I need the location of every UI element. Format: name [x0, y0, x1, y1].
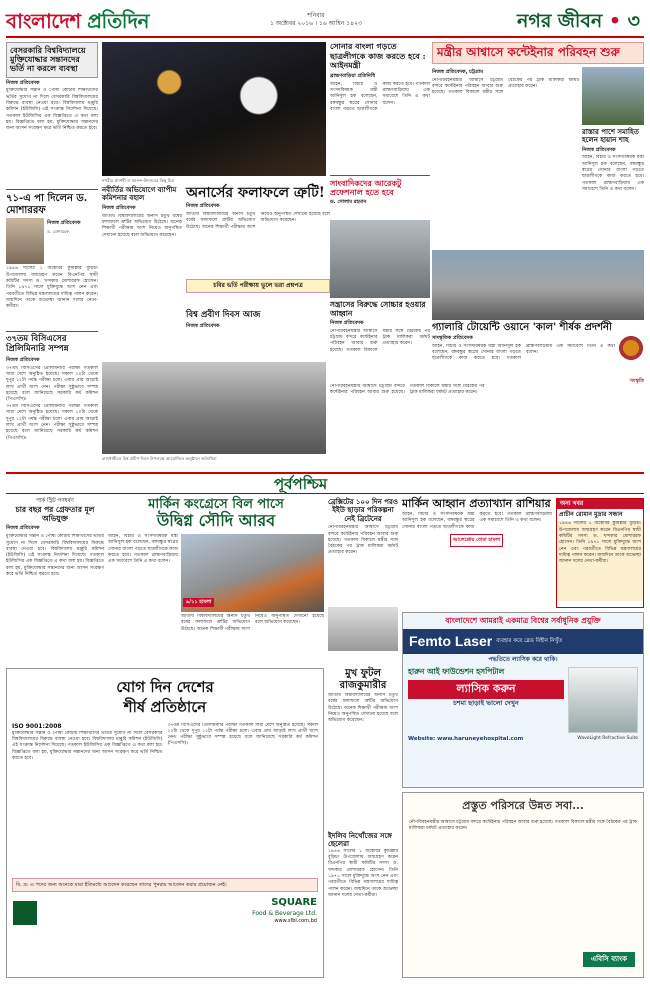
headline-noborti: নবীর্তির অভিযোগে ব্যাপীম কমিশনার বহাল: [102, 185, 177, 203]
story-mosharraf: [6, 193, 98, 328]
elderly-day-photo: [102, 362, 326, 454]
cta-subtext: চশমা ছাড়াই ভালো দেখুন: [453, 699, 519, 708]
story-body: আইন, বিচার ও সংসদবিষয়ক মন্ত্রী আনিসুল হক বলেছেন, বঙ্গবন্ধুর স্বপ্নের সোনার বাংলা গড়তে ছাত্রলীগকে কাজ করতে হবে। গতকাল ব্রাহ্মণবাড়িয়ায় এক সমাবেশে তিনি এ কথা বলেন।: [402, 512, 552, 530]
headline-sontrash: সন্ত্রাসের বিরুদ্ধে সোচ্চার হওয়ার আহ্বান: [330, 300, 426, 318]
story-body: নৌপরিবহনমন্ত্রীর আশ্বাসে চট্টগ্রাম বন্দরে কন্টেইনার পরিবহন আবার শুরু হয়েছে। গতকাল বিকালে মন্ত্রীর সঙ্গে বৈঠকের পর ট্রাক মালিকরা ধর্মঘট প্রত্যাহার করেন।: [432, 77, 579, 96]
divider: [330, 175, 430, 176]
headline-us-congress-2: উদ্বিগ্ন সৌদি আরব: [156, 511, 276, 531]
festival-photo: [102, 42, 326, 176]
headline-anarshe: অনার্সের ফলাফলে ত্রুটি!: [186, 185, 325, 201]
date-label: ১ অক্টোবর ২০১৬ । ১৬ আশ্বিন ১৪২৩: [270, 20, 362, 28]
byline: নিজস্ব প্রতিবেদক: [47, 220, 81, 227]
story-container: [432, 42, 644, 247]
product-name: Femto Laser: [409, 633, 493, 650]
story-body: ১৯৪৬ সালের ১ অক্টোবর কুমিল্লার বুড়িচং উপজেলায় জন্মগ্রহণ করেন বিএনপির স্থায়ী কমিটির সদস্য ড. খন্দকার মোশাররফ হোসেন। তিনি ১৯৭১ সালে মুক্তিযুদ্ধে অংশ নেন এবং পরবর্তীতে বিভিন্ন মন্ত্রণালয়ের দায়িত্ব পালন করেন। জন্মদিনে তাকে শুভেচ্ছা জানান দলের নেতা-কর্মীরা।: [328, 848, 398, 899]
story-body: নৌপরিবহনমন্ত্রীর আশ্বাসে চট্টগ্রাম বন্দরে কন্টেইনার পরিবহন আবার শুরু হয়েছে। গতকাল বিকালে মন্ত্রীর সঙ্গে বৈঠকের পর ট্রাক মালিকরা ধর্মঘট প্রত্যাহার করেন।: [330, 328, 430, 353]
square-recruitment-ad: [6, 668, 324, 978]
section-title: পূর্বপশ্চিম: [274, 475, 328, 493]
inset-headline: চবির ভর্তি পরীক্ষায় ভুলে ভরা প্রশ্নপত্র: [186, 279, 330, 293]
story-princess: [328, 668, 398, 828]
headline-idlib: ইদলিব নিখোঁজের সঙ্গে ছেলেরা: [328, 831, 392, 849]
byline: নিজস্ব প্রতিবেদক: [6, 79, 40, 86]
headline-container: মন্ত্রীর আশ্বাসে কন্টেইনার পরিবহন শুরু: [432, 42, 644, 64]
kicker: পার্ক স্ট্রিট গণধর্ষণ: [36, 498, 74, 504]
headline-russia: মার্কিন আহ্বান প্রত্যাখ্যান রাশিয়ার: [402, 497, 551, 510]
headline-gallery: গ্যালারি টোয়েন্টি ওয়ানে 'কাল' শীর্ষক প্রদর্শনী: [432, 322, 612, 333]
headline-hayan-shah: রাস্তার পাশে সমাহিত হলেন হায়ান শাহ: [582, 126, 639, 145]
byline: নিজস্ব প্রতিবেদক: [6, 356, 40, 363]
portrait-photo: [6, 218, 44, 264]
story-body: আইন, বিচার ও সংসদবিষয়ক মন্ত্রী আনিসুল হক বলেছেন, বঙ্গবন্ধুর স্বপ্নের সোনার বাংলা গড়তে ছাত্রলীগকে কাজ করতে হবে। গতকাল ব্রাহ্মণবাড়িয়ায় এক সমাবেশে তিনি এ কথা বলেন।: [330, 81, 430, 112]
story-body: ৩৭তম বিসিএসের প্রিলিমিনারি পরীক্ষা গতকাল সারা দেশে অনুষ্ঠিত হয়েছে। সকাল ১০টা থেকে দুপুর ১২টা পর্যন্ত পরীক্ষা চলে। এবার প্রায় আড়াই লাখ প্রার্থী অংশ নেন। পরীক্ষা সুষ্ঠুভাবে সম্পন্ন হয়েছে বলে জানিয়েছে সরকারি কর্ম কমিশন (পিএসসি)।: [6, 404, 98, 441]
story-body: আইন, বিচার ও সংসদবিষয়ক মন্ত্রী আনিসুল হক বলেছেন, বঙ্গবন্ধুর স্বপ্নের সোনার বাংলা গড়তে ছাত্রলীগকে কাজ করতে হবে। গতকাল ব্রাহ্মণবাড়িয়ায় এক সমাবেশে তিনি এ কথা বলেন।: [432, 343, 615, 362]
page-number: ৩: [627, 10, 640, 32]
story-body: মুক্তিযোদ্ধার সন্তান ও পোষ্য কোটায় শিক্ষার্থীদের ভর্তির সুযোগ না দিলে বেসরকারি বিশ্ববিদ্যালয়ের বিরুদ্ধে ব্যবস্থা নেওয়া হবে। বিশ্ববিদ্যালয় মঞ্জুরি কমিশন (ইউজিসি) এই সংক্রান্ত নির্দেশনা দিয়েছে। গতকাল ইউজিসির এক বিজ্ঞপ্তিতে এ কথা বলা হয়। বিজ্ঞপ্তিতে বলা হয়, মুক্তিযোদ্ধার সন্তানদের জন্য আসন সংরক্ষণ করে ভর্তি নিশ্চিত করতে হবে।: [6, 88, 98, 132]
photo-tag: ৯/১১ হামলা: [183, 598, 214, 607]
newspaper-logo: বাংলাদেশ প্রতিদিন: [6, 9, 149, 33]
news-photo: [582, 67, 644, 125]
company-sub: Food & Beverage Ltd.: [252, 909, 317, 917]
story-body: নৌপরিবহনমন্ত্রীর আশ্বাসে চট্টগ্রাম বন্দরে কন্টেইনার পরিবহন আবার শুরু হয়েছে। গতকাল বিকালে মন্ত্রীর সঙ্গে বৈঠকের পর ট্রাক মালিকরা ধর্মঘট প্রত্যাহার করেন।: [330, 384, 485, 396]
headline-park-street: চার বছর পর গ্রেফতার মূল অভিযুক্ত: [15, 505, 95, 524]
headline-us-congress-1: মার্কিন কংগ্রেসে বিল পাসে: [148, 497, 284, 512]
ad-headline-2: শীর্ষ প্রতিষ্ঠানে: [123, 698, 207, 717]
headline-sangbadik: সাংবাদিকদের আরেকটু প্রফেশনাল হতে হবে: [330, 177, 402, 197]
headline-other-news: প্রাচীন রোমান মুদ্রার সন্ধান: [559, 511, 623, 519]
photo-caption: রাজধানীতে বিশ্ব প্রবীণ দিবস উপলক্ষে আয়োজিত অনুষ্ঠানে অতিথিরা: [102, 456, 217, 461]
headline-university: বেসরকারি বিশ্ববিদ্যালয়ে মুক্তিযোদ্ধার সন্তানদের ভর্তি না করলে ব্যবস্থা: [6, 42, 98, 78]
method-text: পদ্ধতিতে ল্যাসিক করে থাকি।: [488, 656, 558, 664]
device-image: [568, 667, 638, 733]
story-body: ১৯৪৬ সালের ১ অক্টোবর কুমিল্লার বুড়িচং উপজেলায় জন্মগ্রহণ করেন বিএনপির স্থায়ী কমিটির সদস্য ড. খন্দকার মোশাররফ হোসেন। তিনি ১৯৭১ সালে মুক্তিযুদ্ধে অংশ নেন এবং পরবর্তীতে বিভিন্ন মন্ত্রণালয়ের দায়িত্ব পালন করেন। জন্মদিনে তাকে শুভেচ্ছা জানান দলের নেতা-কর্মীরা।: [557, 521, 643, 601]
byline: ব্রাহ্মণবাড়িয়া প্রতিনিধি: [330, 72, 376, 79]
headline-sonar-bangla: সোনার বাংলা গড়তে ছাত্রলীগকে কাজ করতে হবে : আইনমন্ত্রী: [330, 41, 426, 71]
story-body: আইন, বিচার ও সংসদবিষয়ক মন্ত্রী আনিসুল হক বলেছেন, বঙ্গবন্ধুর স্বপ্নের সোনার বাংলা গড়তে ছাত্রলীগকে কাজ করতে হবে। গতকাল ব্রাহ্মণবাড়িয়ায় এক সমাবেশে তিনি এ কথা বলেন।: [582, 155, 644, 192]
femto-banner: [403, 629, 643, 654]
ad-note: বি. দ্র: এ পদের জন্য অনেকে যারা ইতিমধ্যে আবেদন করেছেন তাদের পুনরায় আবেদন করার প্রয়োজন নেই।: [12, 878, 318, 893]
story-body: জাতীয় বিশ্ববিদ্যালয়ের অনার্স চতুর্থ বর্ষের ফলাফলে ত্রুটির অভিযোগ উঠেছে। অনেক শিক্ষার্থী পরীক্ষায় অংশ নিয়েও অনুপস্থিত দেখানো হয়েছে বলে অভিযোগ করেছেন।: [186, 212, 330, 230]
conference-photo: [330, 220, 430, 298]
byline: নিজস্ব প্রতিবেদক: [186, 203, 220, 210]
headline-bishwa-probin: বিশ্ব প্রবীণ দিবস আজ: [186, 310, 261, 320]
company-website: www.sfbl.com.bd: [274, 917, 317, 924]
headline-mosharraf: ৭১-এ পা দিলেন ড. মোশাররফ: [6, 193, 88, 216]
byline: নিজস্ব প্রতিবেদক: [102, 204, 136, 211]
story-idlib: [328, 832, 398, 978]
dateline: [241, 12, 391, 28]
other-news-label: অন্য খবর: [557, 499, 643, 509]
abc-headline: প্রস্তুত পরিসরে উন্নত সবা...: [462, 799, 584, 812]
story-noborti: [102, 186, 182, 356]
product-subtext: ব্যবহার করে ব্লেড বিহীন নিখুঁত: [496, 637, 563, 644]
story-brexit: [328, 498, 398, 663]
story-body: জাতীয় বিশ্ববিদ্যালয়ের অনার্স চতুর্থ বর্ষের ফলাফলে ত্রুটির অভিযোগ উঠেছে। অনেক শিক্ষার্থী পরীক্ষায় অংশ নিয়েও অনুপস্থিত দেখানো হয়েছে বলে অভিযোগ করেছেন।: [102, 213, 182, 238]
byline: নিজস্ব প্রতিবেদক: [6, 525, 40, 532]
story-body: মুক্তিযোদ্ধার সন্তান ও পোষ্য কোটায় শিক্ষার্থীদের ভর্তির সুযোগ না দিলে বেসরকারি বিশ্ববিদ্যালয়ের বিরুদ্ধে ব্যবস্থা নেওয়া হবে। বিশ্ববিদ্যালয় মঞ্জুরি কমিশন (ইউজিসি) এই সংক্রান্ত নির্দেশনা দিয়েছে। গতকাল ইউজিসির এক বিজ্ঞপ্তিতে এ কথা বলা হয়। বিজ্ঞপ্তিতে বলা হয়, মুক্তিযোদ্ধার সন্তানদের জন্য আসন সংরক্ষণ করে ভর্তি নিশ্চিত করতে হবে।: [6, 534, 104, 578]
culture-logo: [618, 333, 644, 363]
other-news-box: [556, 498, 644, 608]
story-anarshe: [186, 186, 330, 306]
byline: সাংস্কৃতিক প্রতিবেদক: [432, 335, 473, 341]
story-sonar-bangla: [330, 42, 430, 217]
ad-top-text: বাংলাদেশে আমরাই একমাত্র বিশ্বের সর্বাধুনিক প্রযুক্তি: [445, 616, 601, 625]
story-body: নৌপরিবহনমন্ত্রীর আশ্বাসে চট্টগ্রাম বন্দরে কন্টেইনার পরিবহন আবার শুরু হয়েছে। গতকাল বিকালে মন্ত্রীর সঙ্গে বৈঠকের পর ট্রাক মালিকরা ধর্মঘট প্রত্যাহার করেন।: [328, 525, 398, 556]
device-label: WaveLight Refractive Suite: [577, 736, 638, 742]
ad-body: নৌপরিবহনমন্ত্রীর আশ্বাসে চট্টগ্রাম বন্দরে কন্টেইনার পরিবহন আবার শুরু হয়েছে। গতকাল বিকালে মন্ত্রীর সঙ্গে বৈঠকের পর ট্রাক মালিকরা ধর্মঘট প্রত্যাহার করেন।: [409, 819, 637, 832]
photo-caption: নগরীর প্রদর্শনী ও আনন্দ-উৎসবের কিছু চিত্র: [102, 178, 175, 183]
bank-name: এবিসি ব্যাংক: [583, 952, 635, 967]
hospital-name: হারুন আই ফাউন্ডেশন হসপিটাল: [408, 667, 505, 677]
story-body: ১৯৪৬ সালের ১ অক্টোবর কুমিল্লার বুড়িচং উপজেলায় জন্মগ্রহণ করেন বিএনপির স্থায়ী কমিটির সদস্য ড. খন্দকার মোশাররফ হোসেন। তিনি ১৯৭১ সালে মুক্তিযুদ্ধে অংশ নেন এবং পরবর্তীতে বিভিন্ন মন্ত্রণালয়ের দায়িত্ব পালন করেন। জন্মদিনে তাকে শুভেচ্ছা জানান দলের নেতা-কর্মীরা।: [6, 266, 98, 310]
left-column: [6, 42, 98, 402]
headline-brexit: ব্রেক্সিটের ১০০ দিন পরও ইইউ ছাড়ার পরিকল্পনা নেই ব্রিটেনের: [328, 497, 399, 523]
story-park-street: [6, 498, 104, 663]
day-label: শনিবার: [307, 12, 325, 19]
cta-lasik: ল্যাসিক করুন: [408, 680, 564, 699]
headline-princess: মুখ ফুটল রাজকুমারীর: [339, 668, 387, 691]
byline: নিজস্ব প্রতিবেদক: [330, 320, 364, 326]
culture-badge: সংস্কৃতি: [629, 377, 644, 384]
brexit-photo: [328, 607, 398, 651]
story-body: ৩৭তম বিসিএসের প্রিলিমিনারি পরীক্ষা গতকাল সারা দেশে অনুষ্ঠিত হয়েছে। সকাল ১০টা থেকে দুপুর ১২টা পর্যন্ত পরীক্ষা চলে। এবার প্রায় আড়াই লাখ প্রার্থী অংশ নেন। পরীক্ষা সুষ্ঠুভাবে সম্পন্ন হয়েছে বলে জানিয়েছে সরকারি কর্ম কমিশন (পিএসসি)।: [6, 365, 98, 403]
byline: নিজস্ব প্রতিবেদক: [186, 323, 220, 330]
ad-headline-1: যোগ দিন দেশের: [116, 678, 214, 696]
byline: ড. গোলাম রহমান: [330, 198, 367, 205]
story-us-congress: [108, 498, 324, 663]
divider: [6, 331, 98, 332]
story-gallery: [432, 322, 644, 382]
photo-caption: ড. মোশাররফ: [47, 229, 70, 235]
square-logo: [13, 901, 37, 925]
story-russia: [402, 498, 552, 608]
story-body: আইন, বিচার ও সংসদবিষয়ক মন্ত্রী আনিসুল হক বলেছেন, বঙ্গবন্ধুর স্বপ্নের সোনার বাংলা গড়তে ছাত্রলীগকে কাজ করতে হবে। গতকাল ব্রাহ্মণবাড়িয়ায় এক সমাবেশে তিনি এ কথা বলেন।: [108, 533, 178, 565]
section-divider: [6, 472, 644, 494]
byline: নিজস্ব প্রতিবেদক: [582, 146, 616, 153]
story-body: জাতীয় বিশ্ববিদ্যালয়ের অনার্স চতুর্থ বর্ষের ফলাফলে ত্রুটির অভিযোগ উঠেছে। অনেক শিক্ষার্থী পরীক্ষায় অংশ নিয়েও অনুপস্থিত দেখানো হয়েছে বলে অভিযোগ করেছেন।: [181, 613, 324, 632]
byline: নিজস্ব প্রতিবেদক, চট্টগ্রাম: [432, 68, 483, 75]
headline-bcs: ৩৭তম বিসিএসের প্রিলিমিনারি সম্পন্ন: [6, 334, 69, 355]
story-body: জাতীয় বিশ্ববিদ্যালয়ের অনার্স চতুর্থ বর্ষের ফলাফলে ত্রুটির অভিযোগ উঠেছে। অনেক শিক্ষার্থী পরীক্ষায় অংশ নিয়েও অনুপস্থিত দেখানো হয়েছে বলে অভিযোগ করেছেন।: [328, 693, 398, 724]
seminar-photo: [432, 250, 644, 320]
story-sontrash: [330, 300, 430, 380]
iso-label: ISO 9001:2008: [12, 722, 62, 730]
website: Website: www.haruneyehospital.com: [408, 736, 524, 743]
masthead: [6, 6, 644, 38]
section-name: নগর জীবন • ৩: [517, 10, 640, 32]
inset-label: আলেপ্পোয় বোমা হামলা: [450, 534, 503, 547]
company-name: SQUARE: [271, 897, 317, 909]
ad-body: মুক্তিযোদ্ধার সন্তান ও পোষ্য কোটায় শিক্ষার্থীদের ভর্তির সুযোগ না দিলে বেসরকারি বিশ্ববিদ্যালয়ের বিরুদ্ধে ব্যবস্থা নেওয়া হবে। বিশ্ববিদ্যালয় মঞ্জুরি কমিশন (ইউজিসি) এই সংক্রান্ত নির্দেশনা দিয়েছে। গতকাল ইউজিসির এক বিজ্ঞপ্তিতে এ কথা বলা হয়। বিজ্ঞপ্তিতে বলা হয়, মুক্তিযোদ্ধার সন্তানদের জন্য আসন সংরক্ষণ করে ভর্তি নিশ্চিত করতে হবে।: [12, 730, 163, 761]
abc-bank-ad: [402, 792, 644, 978]
harun-eye-hospital-ad: [402, 612, 644, 788]
ad-body: ৩৭তম বিসিএসের প্রিলিমিনারি পরীক্ষা গতকাল সারা দেশে অনুষ্ঠিত হয়েছে। সকাল ১০টা থেকে দুপুর ১২টা পর্যন্ত পরীক্ষা চলে। এবার প্রায় আড়াই লাখ প্রার্থী অংশ নেন। পরীক্ষা সুষ্ঠুভাবে সম্পন্ন হয়েছে বলে জানিয়েছে সরকারি কর্ম কমিশন (পিএসসি)।: [167, 722, 318, 747]
divider: [6, 189, 98, 190]
story-bishwa-probin: [186, 310, 330, 360]
story-university: [6, 42, 98, 186]
